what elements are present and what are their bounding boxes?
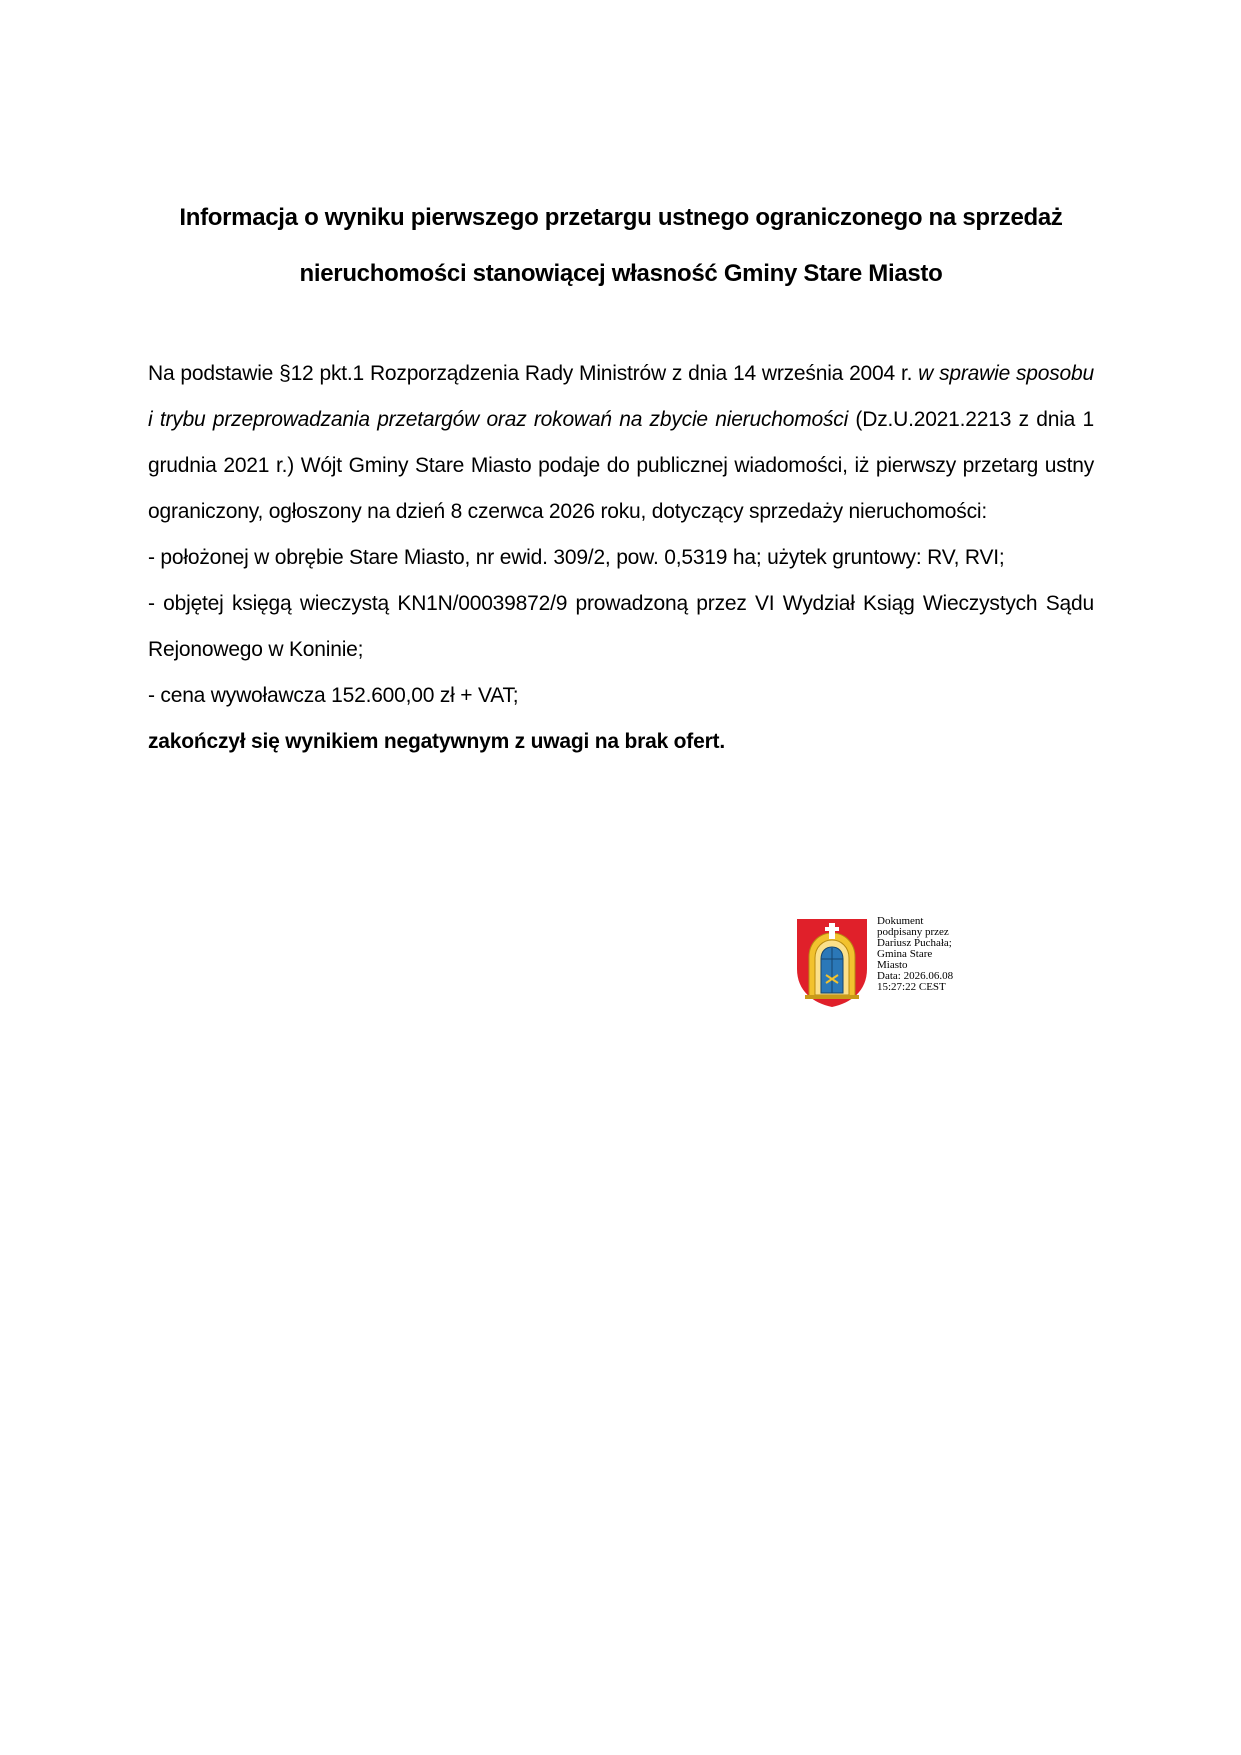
signature-line-6: Data: 2026.06.08 <box>877 970 954 982</box>
digital-signature <box>795 917 975 1009</box>
list-item-price: - cena wywoławcza 152.600,00 zł + VAT; <box>148 684 519 707</box>
intro-text-1: Na podstawie §12 pkt.1 Rozporządzenia Rady Ministrów z dnia 14 września 2004 r. <box>148 362 919 385</box>
list-item-location: - położonej w obrębie Stare Miasto, nr ewid. 309/2, pow. 0,5319 ha; użytek gruntowy: RV, RVI; <box>148 546 1005 569</box>
document-title <box>140 190 1102 302</box>
signature-line-2: podpisany przez <box>877 926 949 938</box>
regulation-title: w sprawie sposobu i trybu przeprowadzania przetargów oraz rokowań na zbycie nieruchomości <box>148 362 1094 431</box>
intro-paragraph <box>148 351 1094 535</box>
signature-line-7: 15:27:22 CEST <box>877 981 946 993</box>
document-body <box>148 351 1094 765</box>
signature-line-4: Gmina Stare <box>877 948 933 960</box>
conclusion: zakończył się wynikiem negatywnym z uwagi na brak ofert. <box>148 730 725 753</box>
intro-text-2: (Dz.U.2021.2213 z dnia 1 grudnia 2021 r.) Wójt Gminy Stare Miasto podaje do publicznej wiadomości, iż pierwszy przetarg ustny ograniczony, ogłoszony na dzień 8 czerwca 2026 roku, dotyczący sprzedaży nieruchomości: <box>148 408 1094 523</box>
title-line-1: Informacja o wyniku pierwszego przetargu ustnego ograniczonego na sprzedaż <box>179 204 1063 231</box>
signature-text <box>877 916 977 993</box>
coat-of-arms-icon <box>795 917 869 1009</box>
list-item-land-register: - objętej księgą wieczystą KN1N/00039872/9 prowadzoną przez VI Wydział Ksiąg Wieczystych Sądu Rejonowego w Koninie; <box>148 592 1094 661</box>
signature-line-5: Miasto <box>877 959 908 971</box>
signature-line-3: Dariusz Puchała; <box>877 937 952 949</box>
signature-line-1: Dokument <box>877 915 924 927</box>
title-line-2: nieruchomości stanowiącej własność Gminy Stare Miasto <box>299 260 943 287</box>
